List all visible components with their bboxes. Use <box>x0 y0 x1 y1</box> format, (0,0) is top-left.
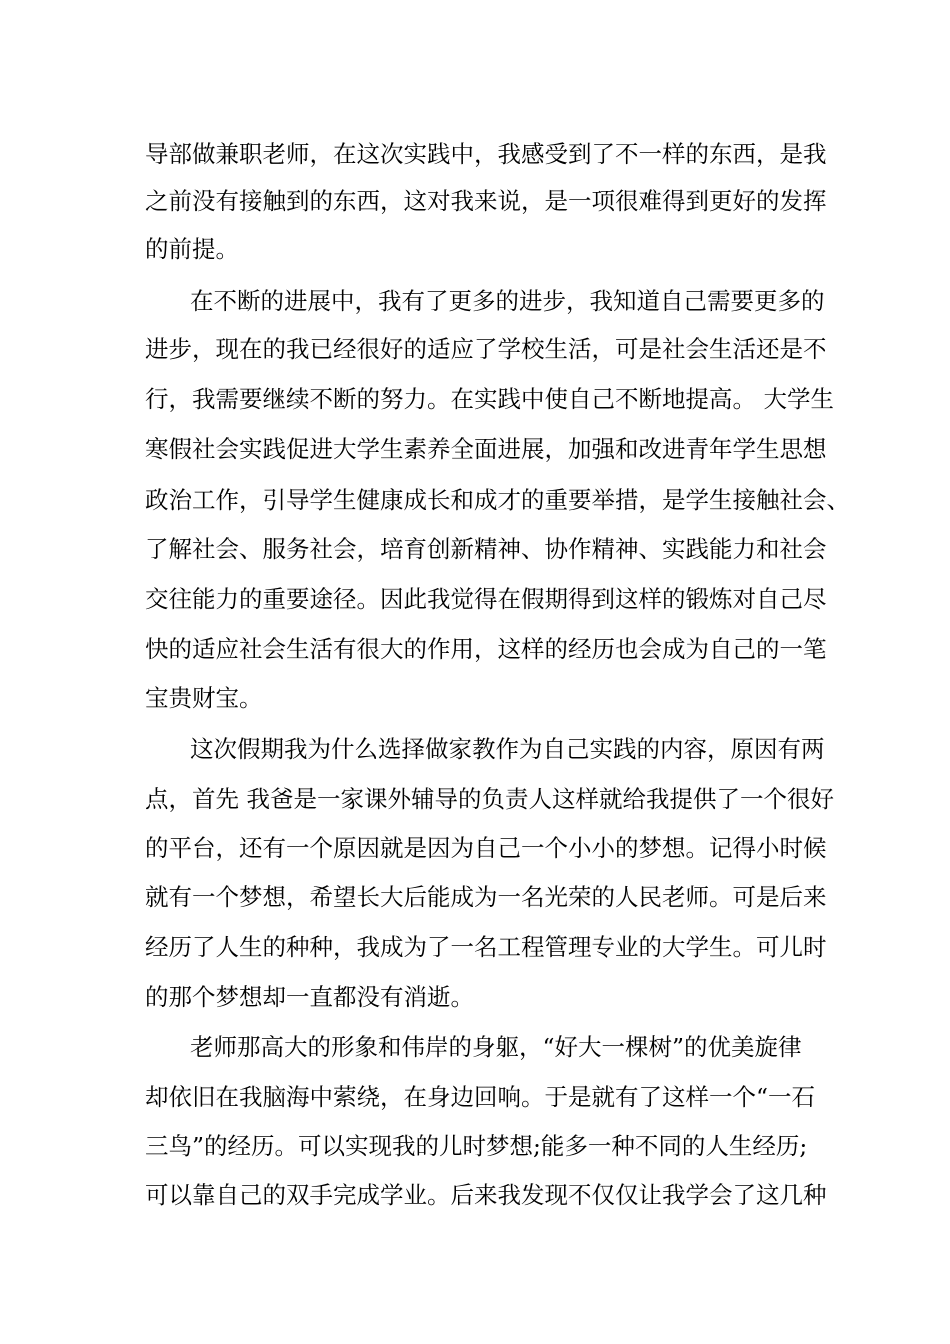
paragraph-first-line: 在不断的进展中，我有了更多的进步，我知道自己需要更多的 <box>190 287 825 315</box>
text-line: 之前没有接触到的东西，这对我来说，是一项很难得到更好的发挥 <box>145 187 827 215</box>
text-line: 经历了人生的种种，我成为了一名工程管理专业的大学生。可儿时 <box>145 933 827 961</box>
text-line: 的平台，还有一个原因就是因为自己一个小小的梦想。记得小时候 <box>145 834 827 862</box>
text-line: 寒假社会实践促进大学生素养全面进展，加强和改进青年学生思想 <box>145 435 827 463</box>
text-line: 导部做兼职老师，在这次实践中，我感受到了不一样的东西，是我 <box>145 140 827 168</box>
text-line: 快的适应社会生活有很大的作用，这样的经历也会成为自己的一笔 <box>145 635 827 663</box>
text-line: 的前提。 <box>145 235 239 263</box>
text-line: 可以靠自己的双手完成学业。后来我发现不仅仅让我学会了这几种 <box>145 1181 827 1209</box>
text-line: 宝贵财宝。 <box>145 684 263 712</box>
text-line: 行，我需要继续不断的努力。在实践中使自己不断地提高。 大学生 <box>145 385 834 413</box>
text-line: 点，首先 我爸是一家课外辅导的负责人这样就给我提供了一个很好 <box>145 785 834 813</box>
text-line: 就有一个梦想，希望长大后能成为一名光荣的人民老师。可是后来 <box>145 883 827 911</box>
paragraph-first-line: 这次假期我为什么选择做家教作为自己实践的内容，原因有两 <box>190 735 825 763</box>
text-line: 三鸟”的经历。可以实现我的儿时梦想;能多一种不同的人生经历; <box>145 1132 808 1160</box>
text-line: 的那个梦想却一直都没有消逝。 <box>145 983 474 1011</box>
text-line: 了解社会、服务社会，培育创新精神、协作精神、实践能力和社会 <box>145 535 827 563</box>
text-line: 进步，现在的我已经很好的适应了学校生活，可是社会生活还是不 <box>145 335 827 363</box>
text-line: 却依旧在我脑海中萦绕，在身边回响。于是就有了这样一个“一石 <box>145 1083 816 1111</box>
text-line: 交往能力的重要途径。因此我觉得在假期得到这样的锻炼对自己尽 <box>145 585 827 613</box>
text-line: 政治工作，引导学生健康成长和成才的重要举措，是学生接触社会、 <box>145 486 850 514</box>
paragraph-first-line: 老师那高大的形象和伟岸的身躯，“好大一棵树”的优美旋律 <box>190 1033 802 1061</box>
